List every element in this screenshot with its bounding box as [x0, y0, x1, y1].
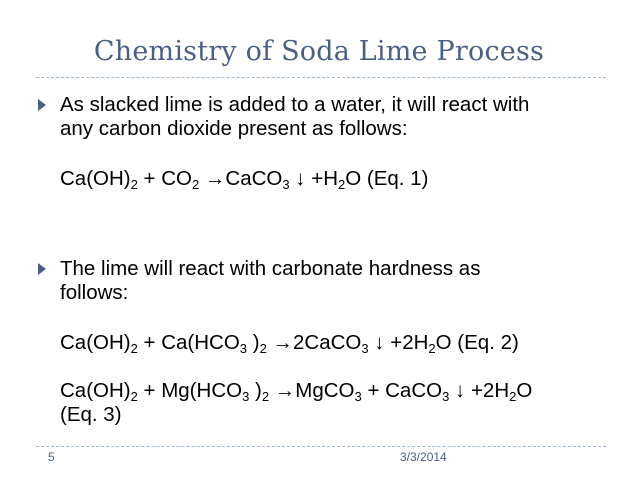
slide-number: 5	[48, 450, 55, 464]
bullet-arrow-icon	[38, 99, 46, 111]
slide-title: Chemistry of Soda Lime Process	[93, 36, 545, 67]
equation-3: $Ca(OH)_2 + Mg(HCO_3$ )$_2$ →MgCO$_3$ + CaCO$_3$ ↓ $+2H_2O$	[60, 379, 533, 404]
bullet1-line1: As slacked lime is added to a water, it will react with	[60, 93, 530, 116]
bullet2-line1: The lime will react with carbonate hardness as	[60, 257, 481, 280]
bullet-arrow-icon	[38, 263, 46, 275]
bullet1-line2: any carbon dioxide present as follows:	[60, 117, 408, 140]
title-divider	[36, 77, 606, 78]
slide-date: 3/3/2014	[400, 450, 447, 464]
equation-3-label: (Eq. 3)	[60, 403, 122, 426]
bullet2-line2: follows:	[60, 281, 129, 304]
footer-divider	[36, 446, 606, 447]
equation-1: $Ca(OH)_2 + CO_2$ →CaCO$_3$ ↓ $+H_2O$ (Eq. 1)	[60, 167, 429, 192]
equation-2: $Ca(OH)_2 + Ca(HCO_3$ )$_2$ →2CaCO$_3$ ↓ $+2H_2O$ (Eq. 2)	[60, 331, 519, 356]
